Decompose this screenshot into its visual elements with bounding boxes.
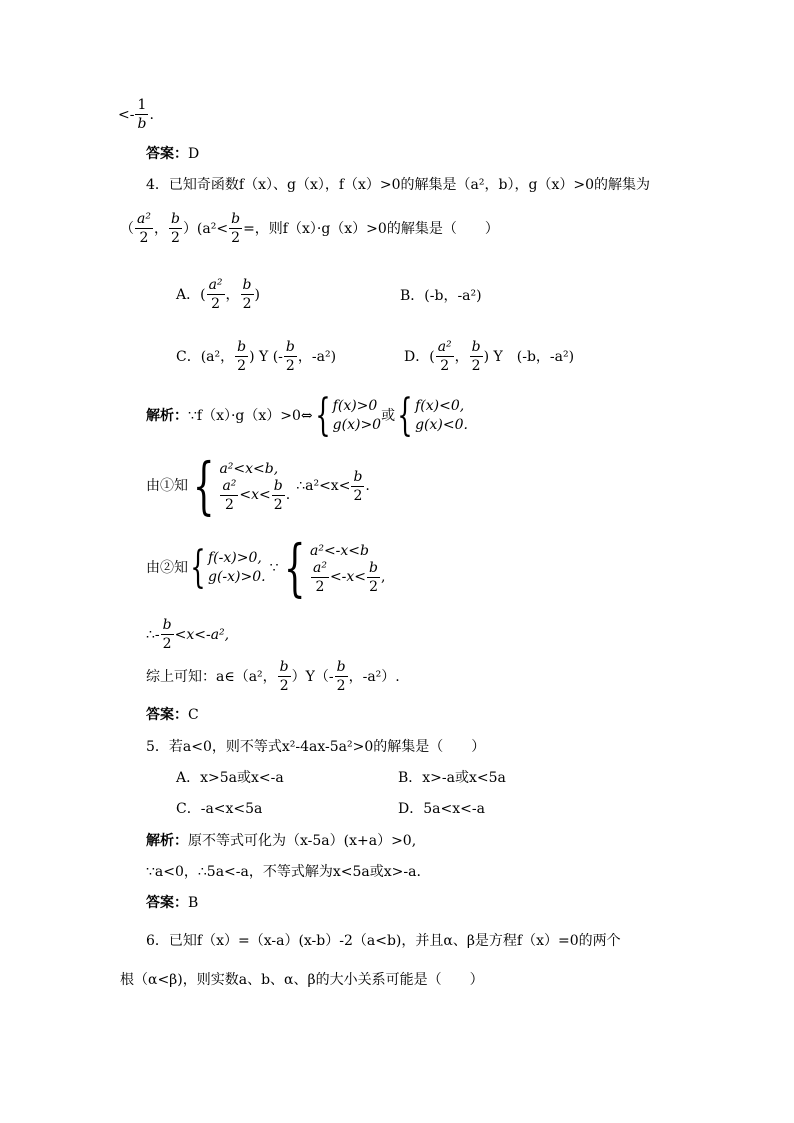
continued-inequality: <- $\frac{1}{b}$ .	[118, 97, 154, 132]
q4-option-d: D．( $\frac{\text{a²}}{2}$ ， $\frac{b}{2}$ ) Y (-b，-a²)	[404, 339, 575, 374]
q4-analysis-line3: 由②知 { f(-x)>0, g(-x)>0. ∵ { a²<-x<b $\frac{\text{a²}}{2}$ <-x< $\frac{b}{2}$ ,	[146, 531, 386, 604]
answer-q3: 答案：D	[146, 146, 200, 162]
q4-option-a: A．( $\frac{\text{a²}}{2}$ ， $\frac{b}{2}$ )	[176, 277, 260, 312]
answer-label: 答案：	[146, 707, 188, 723]
q5-option-b: B．x>-a或x<5a	[398, 770, 506, 786]
system-2: f(x)<0, g(x)<0.	[415, 398, 468, 433]
left-brace: {	[283, 531, 306, 604]
left-brace: {	[314, 390, 331, 441]
analysis-label: 解析：	[146, 833, 188, 849]
q5-analysis-line1: 解析：原不等式可化为（x-5a）(x+a）>0,	[146, 833, 417, 849]
system-4: f(-x)>0, g(-x)>0.	[208, 550, 266, 585]
analysis-label: 解析：	[146, 408, 188, 424]
system-1: f(x)>0 g(x)>0	[332, 398, 382, 433]
q4-option-b: B．(-b，-a²)	[400, 288, 482, 304]
q6-stem-line2: 根（α<β)，则实数a、b、α、β的大小关系可能是（ ）	[120, 972, 484, 988]
answer-q4: 答案：C	[146, 707, 199, 723]
answer-label: 答案：	[146, 895, 188, 911]
fraction-one-over-b: $\frac{1}{b}$	[137, 97, 147, 132]
left-brace: {	[397, 390, 413, 441]
left-brace: {	[190, 542, 206, 593]
q6-stem-line1: 6．已知f（x）=（x-a）(x-b）-2（a<b)，并且α、β是方程f（x）=0的两个	[146, 933, 621, 949]
q4-stem-line1: 4．已知奇函数f（x）、g（x），f（x）>0的解集是（a²，b），g（x）>0的解集为	[146, 177, 650, 193]
left-brace: {	[192, 449, 215, 522]
q4-analysis-line2: 由①知 { a²<x<b, $\frac{\text{a²}}{2}$ <x< $\frac{b}{2}$ . ∴a²<x< $\frac{b}{2}$ .	[146, 449, 370, 522]
q5-option-c: C．-a<x<5a	[176, 801, 263, 817]
system-3: a²<x<b, $\frac{\text{a²}}{2}$ <x< $\frac{b}{2}$ .	[219, 461, 291, 513]
q4-stem-line2: （ $\frac{\text{a²}}{2}$ ， $\frac{b}{2}$ ）(a²< $\frac{b}{2}$ =，则f（x）·g（x）>0的解集是（ ）	[120, 211, 499, 246]
q5-option-a: A．x>5a或x<-a	[176, 770, 284, 786]
q4-analysis-line1: 解析： ∵f（x）·g（x）>0⇔ { f(x)>0 g(x)>0 或 { f(x)<0, g(x)<0.	[146, 390, 468, 441]
q4-option-c: C．(a²， $\frac{b}{2}$ ) Y (- $\frac{b}{2}$ ，-a²)	[176, 339, 337, 374]
q4-summary: 综上可知：a∈（a²， $\frac{b}{2}$ ）Y（- $\frac{b}{2}$ ，-a²）.	[146, 659, 400, 694]
answer-q5: 答案：B	[146, 895, 199, 911]
inequality-lead: <-	[118, 106, 135, 123]
q4-analysis-line4: ∴- $\frac{b}{2}$ <x<-a²,	[146, 617, 230, 652]
q5-option-d: D．5a<x<-a	[398, 801, 485, 817]
system-5: a²<-x<b $\frac{\text{a²}}{2}$ <-x< $\frac{b}{2}$ ,	[309, 543, 386, 595]
q5-analysis-line2: ∵a<0，∴5a<-a，不等式解为x<5a或x>-a.	[146, 864, 421, 880]
answer-label: 答案：	[146, 146, 188, 162]
q5-stem: 5．若a<0，则不等式x²-4ax-5a²>0的解集是（ ）	[146, 739, 486, 755]
